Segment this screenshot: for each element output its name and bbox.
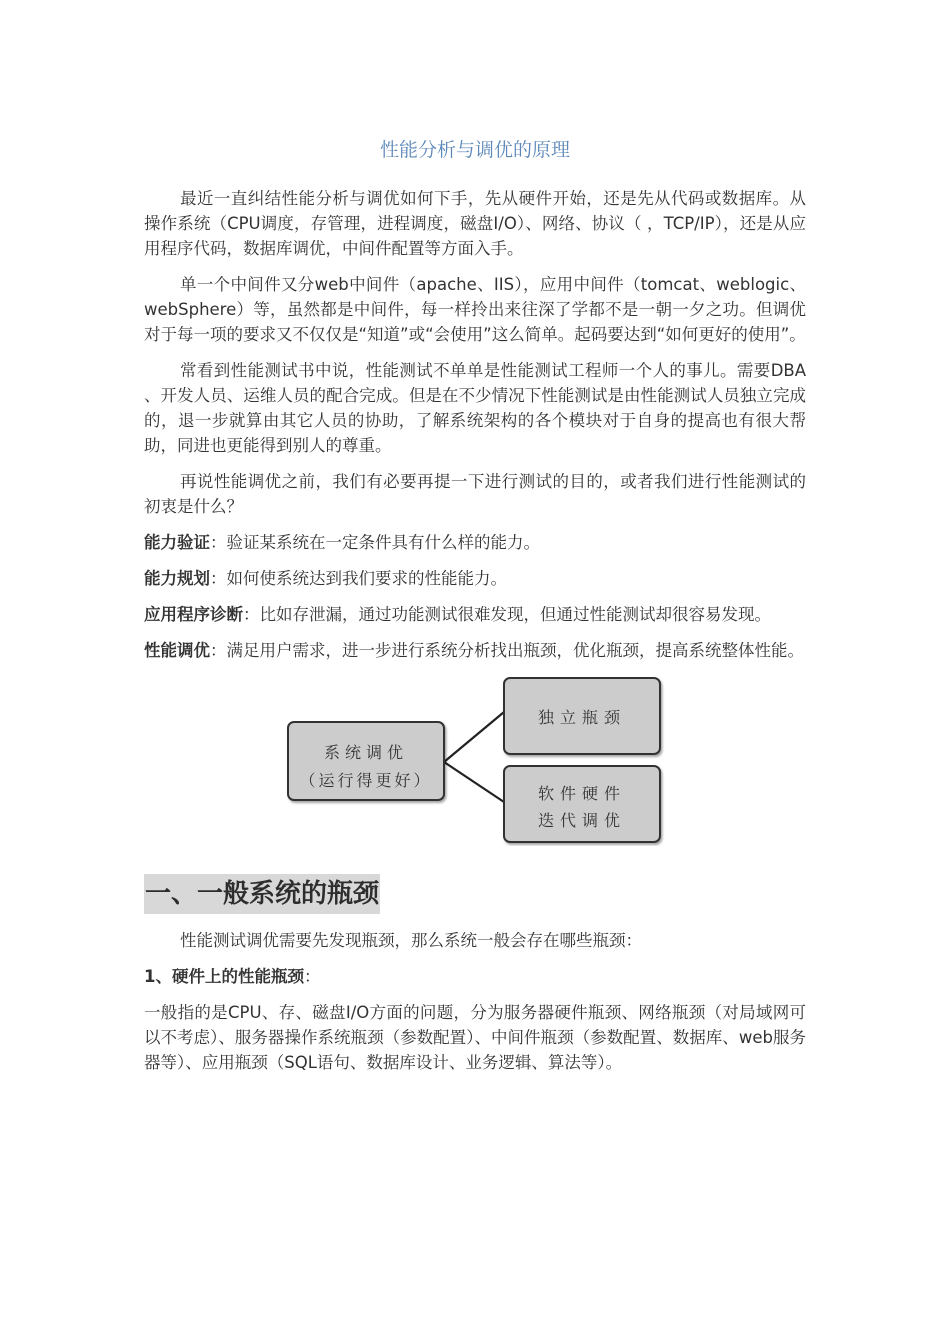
definition-term: 性能调优 — [144, 641, 210, 660]
definition-app-diagnosis — [144, 602, 806, 627]
paragraph-team: 常看到性能测试书中说，性能测试不单单是性能测试工程师一个人的事儿。需要DBA 、开发人员、运维人员的配合完成。但是在不少情况下性能测试是由性能测试人员独立完成的，退一步就算由其它人员的协助，了解系统架构的各个模块对于自身的提高也有很大帮助，同进也更能得到别人的尊重。 — [144, 361, 806, 455]
definition-capability-verification — [144, 530, 806, 555]
diagram-box-independent-bottleneck — [504, 678, 660, 754]
definition-capability-planning — [144, 566, 806, 591]
diagram-target-bottom-line1: 软件硬件 — [537, 784, 627, 803]
paragraph-middleware: 单一个中间件又分web中间件（apache、IIS），应用中间件（tomcat、weblogic、webSphere）等，虽然都是中间件，每一样拎出来往深了学都不是一朝一夕之功。但调优对于每一项的要求又不仅仅是“知道”或“会使用”这么简单。起码要达到“如何更好的使用”。 — [144, 275, 806, 344]
tuning-diagram — [144, 674, 806, 846]
document-body — [144, 186, 806, 1086]
subheading-suffix: ： — [303, 967, 321, 986]
connector-line-top — [444, 712, 504, 762]
definition-term: 能力验证 — [144, 533, 210, 552]
definition-text: ：比如存泄漏，通过功能测试很难发现，但通过性能测试却很容易发现。 — [243, 605, 771, 624]
subheading-text: 1、硬件上的性能瓶颈 — [144, 967, 304, 986]
paragraph-hardware-bottlenecks: 一般指的是CPU、存、磁盘I/O方面的问题，分为服务器硬件瓶颈、网络瓶颈（对局域网可以不考虑）、服务器操作系统瓶颈（参数配置）、中间件瓶颈（参数配置、数据库、web服务器等）、应用瓶颈（SQL语句、数据库设计、业务逻辑、算法等）。 — [144, 1003, 806, 1072]
section-intro: 性能测试调优需要先发现瓶颈，那么系统一般会存在哪些瓶颈： — [180, 931, 642, 950]
definition-term: 应用程序诊断 — [144, 605, 243, 624]
definition-text: ：如何使系统达到我们要求的性能能力。 — [210, 569, 507, 588]
connector-line-bottom — [444, 762, 504, 802]
subheading-hardware — [144, 964, 806, 989]
definition-text: ：验证某系统在一定条件具有什么样的能力。 — [210, 533, 540, 552]
diagram-source-line1: 系统调优 — [323, 743, 409, 762]
paragraph-intro: 最近一直纠结性能分析与调优如何下手，先从硬件开始，还是先从代码或数据库。从操作系统（CPU调度，存管理，进程调度，磁盘I/O）、网络、协议（ ，TCP/IP），还是从应用程序代码，数据库调优，中间件配置等方面入手。 — [144, 189, 806, 258]
section-heading: 一、一般系统的瓶颈 — [144, 874, 380, 914]
diagram-source-line2: （运行得更好） — [299, 771, 433, 790]
definition-performance-tuning — [144, 638, 806, 663]
paragraph-purpose: 再说性能调优之前，我们有必要再提一下进行测试的目的，或者我们进行性能测试的初衷是什么？ — [144, 472, 806, 516]
document-title: 性能分析与调优的原理 — [379, 139, 570, 161]
diagram-target-bottom-line2: 迭代调优 — [537, 811, 627, 830]
definition-term: 能力规划 — [144, 569, 210, 588]
diagram-target-top: 独立瓶颈 — [537, 708, 627, 727]
tuning-diagram-svg — [144, 674, 806, 846]
diagram-box-iterative-tuning — [504, 766, 660, 842]
diagram-box-system-tuning — [288, 722, 444, 800]
definition-text: ：满足用户需求，进一步进行系统分析找出瓶颈，优化瓶颈，提高系统整体性能。 — [210, 641, 804, 660]
